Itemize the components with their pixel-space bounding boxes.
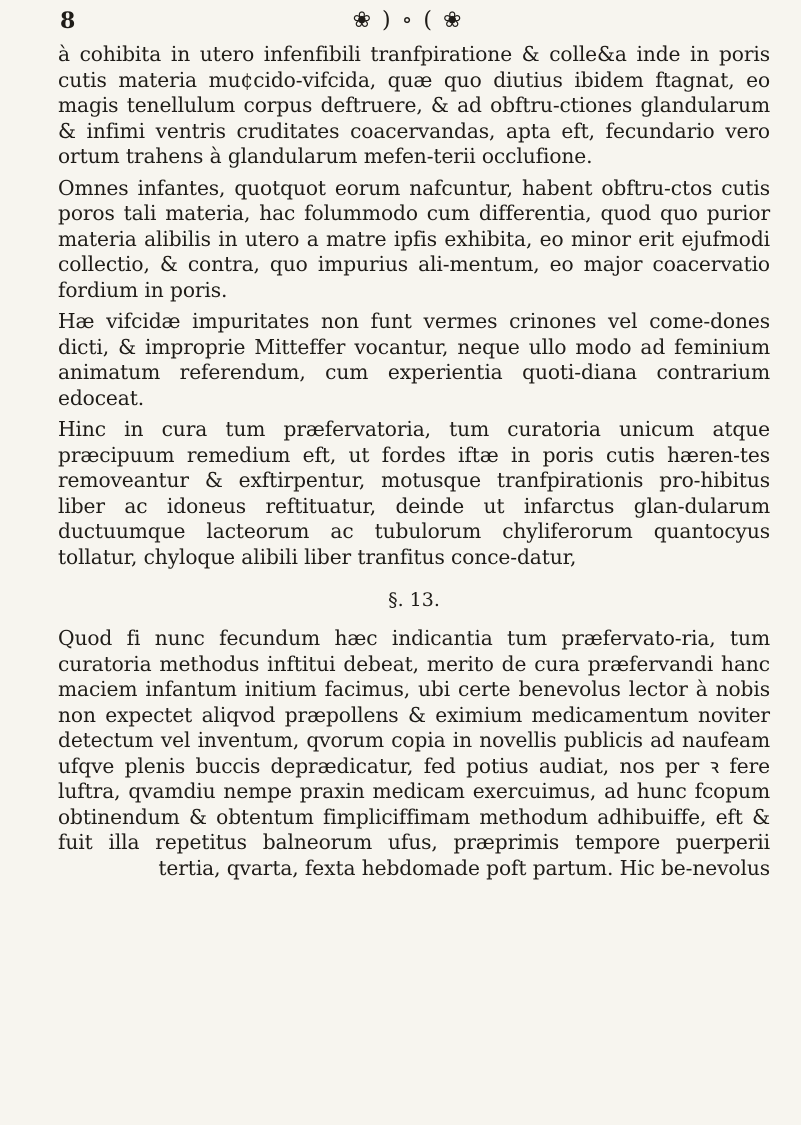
page-header bbox=[58, 8, 758, 38]
paragraph-3: Hæ vifcidæ impuritates non funt vermes crinones vel come-dones dicti, & improprie Mitteffer vocantur, neque ullo modo ad feminium animatum referendum, cum experientia quoti-diana contrarium edoceat. bbox=[58, 309, 770, 410]
page-number: 8 bbox=[60, 8, 76, 34]
paragraph-1: à cohibita in utero infenfibili tranfpiratione & colle&a inde in poris cutis materia mu¢cido-vifcida, quæ quo diutius ibidem ftagnat, eo magis tenellulum corpus deftruere, & ad obftru-ctiones glandularum & infimi ventris cruditates coacervandas, apta eft, fecundario vero ortum trahens à glandularum mefen-terii occlufione. bbox=[58, 42, 770, 168]
paragraph-5: Quod fi nunc fecundum hæc indicantia tum præfervato-ria, tum curatoria methodus inftitui debeat, merito de cura præfervandi hanc maciem infantum initium facimus, ubi certe benevolus lector à nobis non expectet aliqvod præpollens & eximium medicamentum noviter detectum vel inventum, qvorum copia in novellis publicis ad naufeam ufqve plenis buccis deprædicatur, fed potius audiat, nos per ꝛ fere luftra, qvamdiu nempe praxin medicam exercuimus, ad hunc fcopum obtinendum & obtentum fimpliciffimam methodum adhibuiffe, eft & fuit illa repetitus balneorum ufus, præprimis tempore puerperii tertia, qvarta, fexta hebdomade poft partum. Hic be-nevolus bbox=[58, 626, 770, 880]
text-body bbox=[58, 42, 770, 881]
paragraph-2: Omnes infantes, quotquot eorum nafcuntur, habent obftru-ctos cutis poros tali materia, hac folummodo cum differentia, quod quo purior materia alibilis in utero a matre ipfis exhibita, eo minor erit ejufmodi collectio, & contra, quo impurius ali-mentum, eo major coacervatio fordium in poris. bbox=[58, 175, 770, 302]
section-heading: §. 13. bbox=[388, 589, 440, 611]
paragraph-4: Hinc in cura tum præfervatoria, tum curatoria unicum atque præcipuum remedium eft, ut fordes iftæ in poris cutis hæren-tes removeantur & exftirpentur, motusque tranfpirationis pro-hibitus liber ac idoneus reftituatur, deinde ut infarctus glan-dularum ductuumque lacteorum ac tubulorum chyliferorum quantocyus tollatur, chyloque alibili liber tranfitus conce-datur, bbox=[58, 417, 770, 569]
header-ornament: ❀ ) ∘ ( ❀ bbox=[352, 8, 464, 33]
